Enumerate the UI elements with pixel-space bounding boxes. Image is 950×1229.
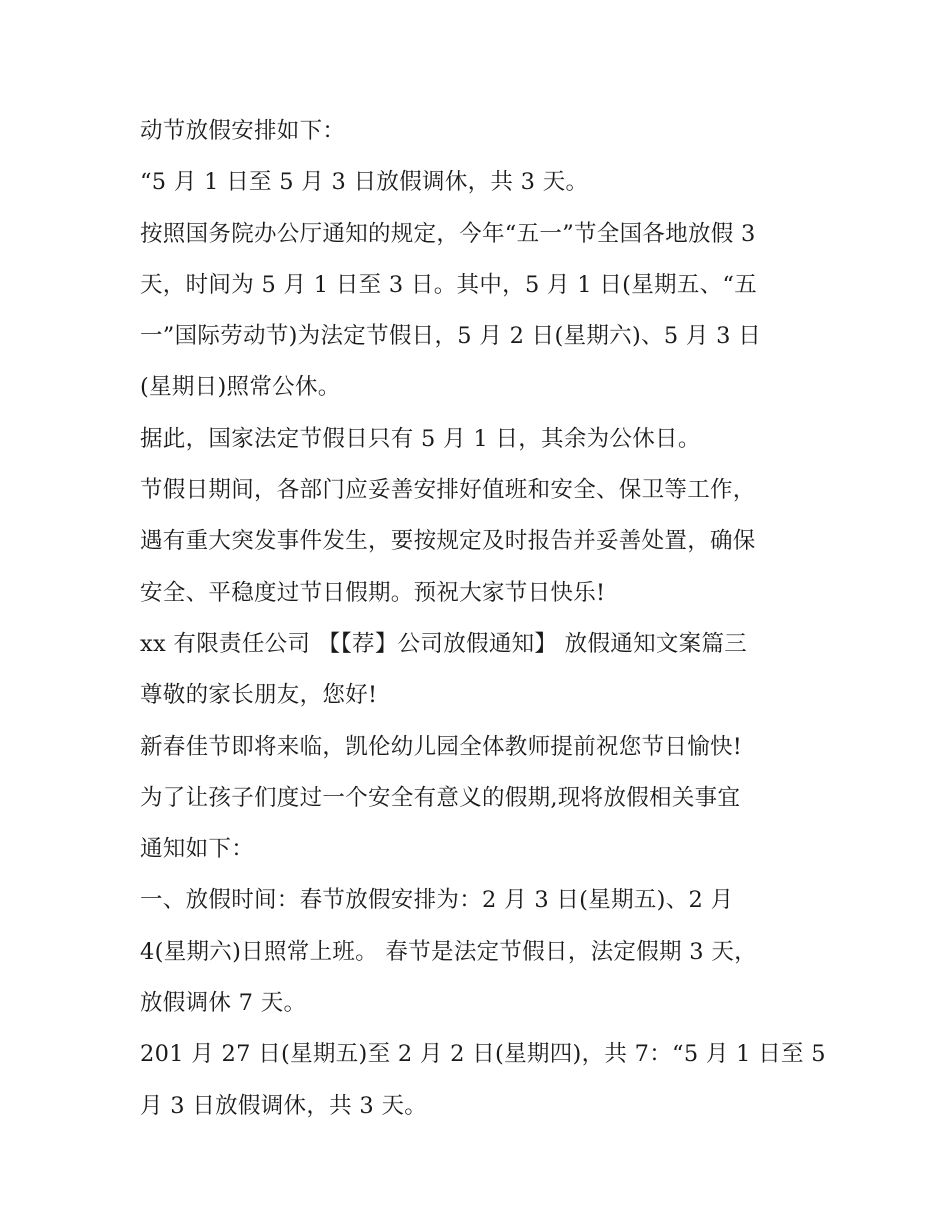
text-line: 4(星期六)日照常上班。 春节是法定节假日，法定假期 3 天， xyxy=(140,938,757,965)
text-line: 一”国际劳动节)为法定节假日，5 月 2 日(星期六)、5 月 3 日 xyxy=(140,323,762,350)
company-heading-line: xx 有限责任公司 【【荐】公司放假通知】 放假通知文案篇三 xyxy=(140,630,748,657)
text-line: 按照国务院办公厅通知的规定，今年“五一”节全国各地放假 3 xyxy=(140,220,756,247)
text-line: (星期日)照常公休。 xyxy=(140,374,341,401)
text-line: 动节放假安排如下： xyxy=(140,118,346,144)
document-body xyxy=(140,106,830,1132)
text-line: 遇有重大突发事件发生，要按规定及时报告并妥善处置，确保 xyxy=(140,528,756,555)
text-line: 节假日期间，各部门应妥善安排好值班和安全、保卫等工作， xyxy=(140,477,756,504)
text-line: 为了让孩子们度过一个安全有意义的假期,现将放假相关事宜 xyxy=(140,784,741,811)
text-line: 天，时间为 5 月 1 日至 3 日。其中，5 月 1 日(星期五、“五 xyxy=(140,271,758,298)
greeting-line: 尊敬的家长朋友，您好! xyxy=(140,682,378,709)
text-line: 新春佳节即将来临，凯伦幼儿园全体教师提前祝您节日愉快! xyxy=(140,733,743,760)
text-line: “5 月 1 日至 5 月 3 日放假调休，共 3 天。 xyxy=(140,169,589,196)
text-line: 月 3 日放假调休，共 3 天。 xyxy=(140,1092,428,1119)
text-line: 201 月 27 日(星期五)至 2 月 2 日(星期四)，共 7：“5 月 1 日至 5 xyxy=(140,1041,826,1068)
text-line: 一、放假时间：春节放假安排为：2 月 3 日(星期五)、2 月 xyxy=(140,887,734,914)
text-line: 通知如下： xyxy=(140,836,255,863)
text-line: 安全、平稳度过节日假期。预祝大家节日快乐! xyxy=(140,579,606,606)
text-line: 放假调休 7 天。 xyxy=(140,990,307,1017)
text-line: 据此，国家法定节假日只有 5 月 1 日，其余为公休日。 xyxy=(140,425,701,452)
